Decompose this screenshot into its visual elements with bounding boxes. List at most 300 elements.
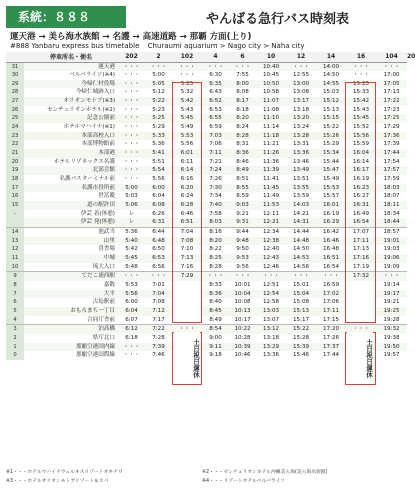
footnote-2: ※2・・・センチュリオンホテル沖縄美ら海(美ら海水族館) [202,470,328,475]
time-cell: 15:45 [346,114,376,123]
system-label: 系統：８８８ [6,6,126,28]
table-row [6,272,407,281]
time-cell: 18:44 [376,218,407,227]
time-cell: 5:05 [145,80,172,89]
time-cell: 17:59 [383,176,400,183]
time-cell: 13:46 [292,158,310,165]
time-cell: 15:47 [316,166,346,175]
time-cell: ・・・ [123,72,140,79]
time-cell: 11:49 [262,193,280,200]
time-cell: 8:54 [202,325,229,334]
time-cell: 7:30 [202,184,229,193]
time-cell: 16:48 [322,246,340,253]
time-cell: 18:34 [383,210,400,217]
time-cell: ・・・ [123,89,140,96]
time-cell: 5:12 [152,89,165,96]
time-cell: ・・・ [123,141,140,148]
time-cell: ・・・ [376,272,407,281]
time-cell: 8:08 [236,89,249,96]
time-cell: 13:18 [292,106,310,113]
stop-number: 24 [6,123,24,132]
time-cell: 5:43 [180,106,194,113]
time-cell: 15:33 [352,89,370,96]
header-cell: 104 [376,52,407,62]
stop-name: 名護バスターミナル前 [59,176,115,183]
time-cell: 18:57 [376,227,407,236]
time-cell: ・・・ [172,62,202,71]
time-cell: 8:00 [229,80,256,89]
time-cell: 19:50 [376,343,407,352]
time-cell: 15:29 [322,141,340,148]
time-cell: 15:57 [322,193,340,200]
time-cell: 11:39 [256,166,286,175]
time-cell: 10:22 [229,325,256,334]
stop-name: 県庁北口 [92,334,115,341]
time-cell: ・・・ [123,176,140,183]
table-row [6,237,407,246]
time-cell: 17:39 [383,141,400,148]
time-cell: 13:55 [286,184,316,193]
time-cell: 15:04 [286,290,316,299]
time-cell: 14:00 [316,62,346,71]
time-cell: 5:54 [145,166,172,175]
time-cell: ・・・ [286,62,316,71]
time-cell [172,290,202,299]
time-cell: 19:32 [376,325,407,334]
stop-number: 23 [6,132,24,141]
time-cell: 12:55 [292,72,310,79]
time-cell: 6:11 [180,158,194,165]
time-cell: 5:51 [152,158,165,165]
time-cell: 5:32 [180,89,194,96]
time-cell: 7:28 [152,334,165,341]
time-cell: 5:42 [172,97,202,106]
time-cell: 19:57 [383,352,400,359]
time-cell: 11:08 [262,106,280,113]
stop-number: 2 [6,334,24,343]
footnote-1: ※1・・・ホテルマハイナウェルネスリゾートオキナワ [6,470,123,475]
time-cell: 11:41 [262,176,280,183]
time-cell: 5:42 [125,246,138,253]
time-cell: 16:23 [346,184,376,193]
time-cell: 16:46 [316,237,346,246]
time-cell: 5:56 [180,141,194,148]
time-cell: 17:23 [383,106,400,113]
time-cell: 14:55 [316,80,346,89]
time-cell: レ [118,218,145,227]
time-cell: ・・・ [118,272,145,281]
time-cell [172,281,202,290]
time-cell: 7:04 [172,227,202,236]
time-cell: 17:32 [346,272,376,281]
stop-name: おもろまち一丁目 [24,307,118,316]
timetable-header-row: 停車所名・便名 202 2 102 4 6 10 12 14 16 104 20 [6,52,407,62]
time-cell: 11:53 [256,201,286,210]
time-cell: 17:37 [316,343,346,352]
time-cell: 8:45 [202,307,229,316]
time-cell [172,307,202,316]
time-cell: 15:59 [352,141,370,148]
stop-number: 15 [6,201,24,210]
time-cell: 15:42 [346,97,376,106]
time-cell: 16:42 [316,227,346,236]
time-cell: ・・・ [202,272,229,281]
time-cell: 13:03 [256,307,286,316]
table-row [6,227,407,236]
stop-name: 山里 [24,237,118,246]
stop-number: 9 [6,272,24,281]
stop-number: 19 [6,166,24,175]
time-cell: 7:01 [152,281,165,288]
stop-number: 6 [6,298,24,307]
time-cell: 6:18 [125,334,138,341]
time-cell: 6:59 [209,124,222,131]
time-cell: 15:53 [316,184,346,193]
time-cell: 6:50 [152,246,165,253]
time-cell: ・・・ [118,80,145,89]
time-cell: 6:12 [118,325,145,334]
time-cell: 13:36 [286,149,316,158]
time-cell: 15:01 [292,281,310,288]
stop-name: 名護市役所前 [24,184,118,193]
time-cell: ・・・ [118,97,145,106]
stop-name: 中城 [24,254,118,263]
stop-name: オリオンモトブ(※3) [24,97,118,106]
time-cell: 8:17 [229,97,256,106]
time-cell: 5:22 [145,97,172,106]
header-cell: 202 [118,52,145,62]
time-cell: 7:21 [209,158,222,165]
time-cell: 15:08 [292,299,310,306]
table-row [6,245,407,254]
time-cell: 7:06 [209,141,222,148]
stop-name: 琉大入口 [92,263,115,270]
time-cell: 6:53 [209,106,222,113]
time-cell: 5:53 [125,281,138,288]
time-cell: 17:05 [376,80,407,89]
time-cell: 13:51 [292,176,310,183]
time-cell: 6:55 [202,114,229,123]
time-cell: 17:36 [376,132,407,141]
time-cell: 8:03 [202,218,229,227]
time-cell: 5:45 [118,254,145,263]
stop-name: 世冨慶 [98,193,115,200]
time-cell: 7:22 [145,325,172,334]
stop-name: ベルパライソ(※4) [69,72,115,79]
time-cell: 10:39 [229,343,256,352]
time-cell: ・・・ [172,325,202,334]
header-cell: 16 [346,52,376,62]
time-cell: 6:43 [209,89,222,96]
time-cell: 17:16 [346,254,376,263]
suspension-note-104: 土日祝日運休 [347,332,373,384]
time-cell: 15:22 [286,325,316,334]
time-cell: 6:00 [125,299,138,306]
stop-name: 道の駅許田 [24,201,118,210]
time-cell: 19:14 [383,281,400,288]
time-cell: 17:06 [322,299,340,306]
table-row [6,281,407,290]
table-row [6,316,407,325]
route-number: #888 Yanbaru express bus timetable [10,42,140,50]
time-cell: 14:03 [286,201,316,210]
time-cell: ・・・ [229,62,256,71]
time-cell: 15:22 [322,124,340,131]
time-cell: ・・・ [316,272,346,281]
stop-number: 14 [6,227,24,236]
stop-number: 27 [6,97,24,106]
stop-number: 26 [6,106,24,115]
time-cell: 18:07 [383,193,400,200]
time-cell: 5:23 [152,106,165,113]
time-cell: 9:00 [209,334,222,341]
table-row [6,290,407,299]
time-cell: 16:54 [346,218,376,227]
stop-name: 本部港 [24,149,118,158]
time-cell: 14:53 [286,254,316,263]
time-cell: 5:48 [125,263,138,270]
header-cell: 停車所名・便名 [24,52,118,62]
table-row [6,210,407,219]
route-description: 運天港 → 美ら海水族館 → 名護 → 高速道路 → 那覇 方面(上り) [10,32,252,42]
table-row [6,201,407,210]
time-cell: 8:31 [236,141,249,148]
time-cell: 16:17 [346,166,376,175]
time-cell: 14:31 [286,218,316,227]
time-cell: 14:50 [322,72,340,79]
time-cell: 11:36 [262,158,280,165]
time-cell: 8:33 [209,281,222,288]
time-cell: 17:11 [346,237,376,246]
time-cell [346,281,376,290]
time-cell: 19:28 [383,316,400,323]
time-cell: 5:25 [145,114,172,123]
time-cell: 7:55 [236,72,249,79]
time-cell: 5:49 [180,124,194,131]
time-cell: 5:33 [145,132,172,141]
stop-number: 13 [6,237,24,246]
time-cell: 6:28 [172,201,202,210]
stop-name: 嘉数 [103,281,115,288]
stop-name: 運天港 [24,62,118,71]
table-row [6,140,407,149]
time-cell: 6:04 [152,193,165,200]
time-cell: 9:11 [202,343,229,352]
time-cell: ・・・ [118,62,145,71]
stop-name: 本部博物館前 [81,141,115,148]
time-cell: 17:19 [352,263,370,270]
stop-name: 伊芸 発(休憩) [24,218,118,227]
stop-number: 16 [6,192,24,201]
time-cell: 17:57 [376,166,407,175]
stop-name: 合同庁舎前 [87,316,115,323]
time-cell: 17:13 [383,89,400,96]
stop-number: 0 [6,351,24,360]
time-cell: 17:00 [383,72,400,79]
footnotes [6,468,407,486]
header-cell: 102 [172,52,202,62]
time-cell: 9:21 [236,210,249,217]
time-cell: 17:07 [346,227,376,236]
time-cell: ・・・ [202,62,229,71]
time-cell: 15:49 [322,176,340,183]
time-cell: ・・・ [178,72,196,79]
time-cell: ・・・ [123,124,140,131]
time-cell: 5:53 [172,132,202,141]
time-cell: 12:58 [262,299,280,306]
header-cell: 10 [256,52,286,62]
time-cell: 17:02 [316,290,346,299]
time-cell: 7:24 [202,166,229,175]
stop-name: 本部高校入口 [24,132,118,141]
time-cell: 7:08 [152,299,165,306]
time-cell: 6:04 [118,307,145,316]
table-row [6,123,407,132]
time-cell: 5:03 [125,193,138,200]
time-cell: 13:18 [262,334,280,341]
time-cell: 15:39 [286,343,316,352]
stop-name: 那覇空港国内線 [24,343,118,352]
time-cell: 16:19 [322,210,340,217]
footnote-3: ※3・・・ホテルオリオンモトブリゾート＆スパ [6,479,109,484]
time-cell: 13:12 [256,325,286,334]
time-cell: 9:18 [209,352,222,359]
stop-number: 20 [6,158,24,167]
table-row [6,71,407,80]
time-cell: ・・・ [145,272,172,281]
time-cell: 10:17 [234,316,251,323]
stop-name: センチュリオンホテル(※2) [46,106,115,113]
time-cell: 8:40 [209,299,222,306]
time-cell: 5:36 [152,141,165,148]
stop-number: 12 [6,245,24,254]
time-cell: 8:18 [236,106,249,113]
time-cell: 15:17 [292,316,310,323]
page-title: やんばる急行バス時刻表 [206,12,350,27]
stop-name: 古島駅前 [92,299,115,306]
time-cell: 5:36 [118,227,145,236]
time-cell: 8:16 [202,227,229,236]
time-cell: 15:44 [322,158,340,165]
table-row [6,192,407,201]
time-cell: 12:21 [256,218,286,227]
time-cell: 15:46 [292,352,310,359]
stop-name: 那覇空港国際線 [75,352,115,359]
time-cell: ・・・ [123,158,140,165]
time-cell: 15:03 [322,89,340,96]
table-row [6,298,407,307]
time-cell: 8:25 [202,254,229,263]
time-cell: 15:34 [316,149,346,158]
stop-name: 喜舎場 [98,246,115,253]
time-cell: 13:24 [292,124,310,131]
time-cell [346,307,376,316]
time-cell: 19:25 [376,307,407,316]
time-cell: 6:44 [145,227,172,236]
stop-name: 記念公園前 [24,114,118,123]
time-cell: 7:40 [202,201,229,210]
time-cell: 11:45 [256,184,286,193]
time-cell: 10:13 [229,307,256,316]
time-cell: 9:31 [229,218,256,227]
stop-name: ホテルリゾネックス名護 [53,158,115,165]
time-cell: 5:00 [152,72,165,79]
time-cell: 5:25 [172,80,202,89]
time-cell: 6:07 [125,316,138,323]
table-row [6,97,407,106]
time-cell: 16:04 [346,149,376,158]
time-cell: ・・・ [118,114,145,123]
time-cell: 13:17 [286,97,316,106]
time-cell: 6:00 [145,184,172,193]
time-cell: 15:13 [322,106,340,113]
time-cell: 12:46 [262,263,280,270]
time-cell: ・・・ [118,343,145,352]
time-cell: 16:01 [316,201,346,210]
stop-number: 3 [6,325,24,334]
time-cell: 12:34 [256,227,286,236]
time-cell: 8:22 [209,246,222,253]
stop-number: 1 [6,343,24,352]
time-cell: 6:52 [202,97,229,106]
time-cell: 12:54 [256,290,286,299]
time-cell: 8:24 [236,124,249,131]
time-cell: 10:45 [262,72,280,79]
timetable [6,52,415,378]
time-cell: 13:36 [262,352,280,359]
time-cell: 6:24 [180,193,194,200]
stop-number: 21 [6,149,24,158]
time-cell: 13:07 [262,316,280,323]
time-cell: 16:51 [316,254,346,263]
stop-number: 30 [6,71,24,80]
time-cell: 11:26 [256,149,286,158]
stop-number [6,218,24,227]
time-cell: 18:03 [376,184,407,193]
time-cell: 10:01 [234,281,251,288]
time-cell: 6:31 [145,218,172,227]
time-cell: ・・・ [286,272,316,281]
time-cell: 7:34 [209,193,222,200]
time-cell: 5:00 [118,184,145,193]
time-cell: 7:46 [152,352,165,359]
time-cell: 11:10 [256,114,286,123]
time-cell: 19:38 [383,334,400,341]
time-cell: 8:20 [202,237,229,246]
time-cell: 8:36 [229,149,256,158]
time-cell: 7:08 [172,237,202,246]
time-cell: 9:56 [236,263,249,270]
time-cell: 5:41 [145,149,172,158]
time-cell: 8:49 [229,166,256,175]
time-cell: 16:54 [322,263,340,270]
time-cell: 6:35 [202,80,229,89]
time-cell: ・・・ [256,272,286,281]
time-cell: 15:43 [352,106,370,113]
time-cell: 14:44 [286,227,316,236]
time-cell: 13:08 [292,89,310,96]
header-cell [6,52,24,62]
time-cell: 6:01 [172,149,202,158]
stop-number: 18 [6,175,24,184]
time-cell: 8:49 [209,316,222,323]
route-subtitle [10,42,310,50]
time-cell: ・・・ [376,62,407,71]
time-cell: 10:46 [234,352,251,359]
time-cell: 13:59 [292,193,310,200]
time-cell: ・・・ [145,62,172,71]
time-cell: 17:29 [383,124,400,131]
